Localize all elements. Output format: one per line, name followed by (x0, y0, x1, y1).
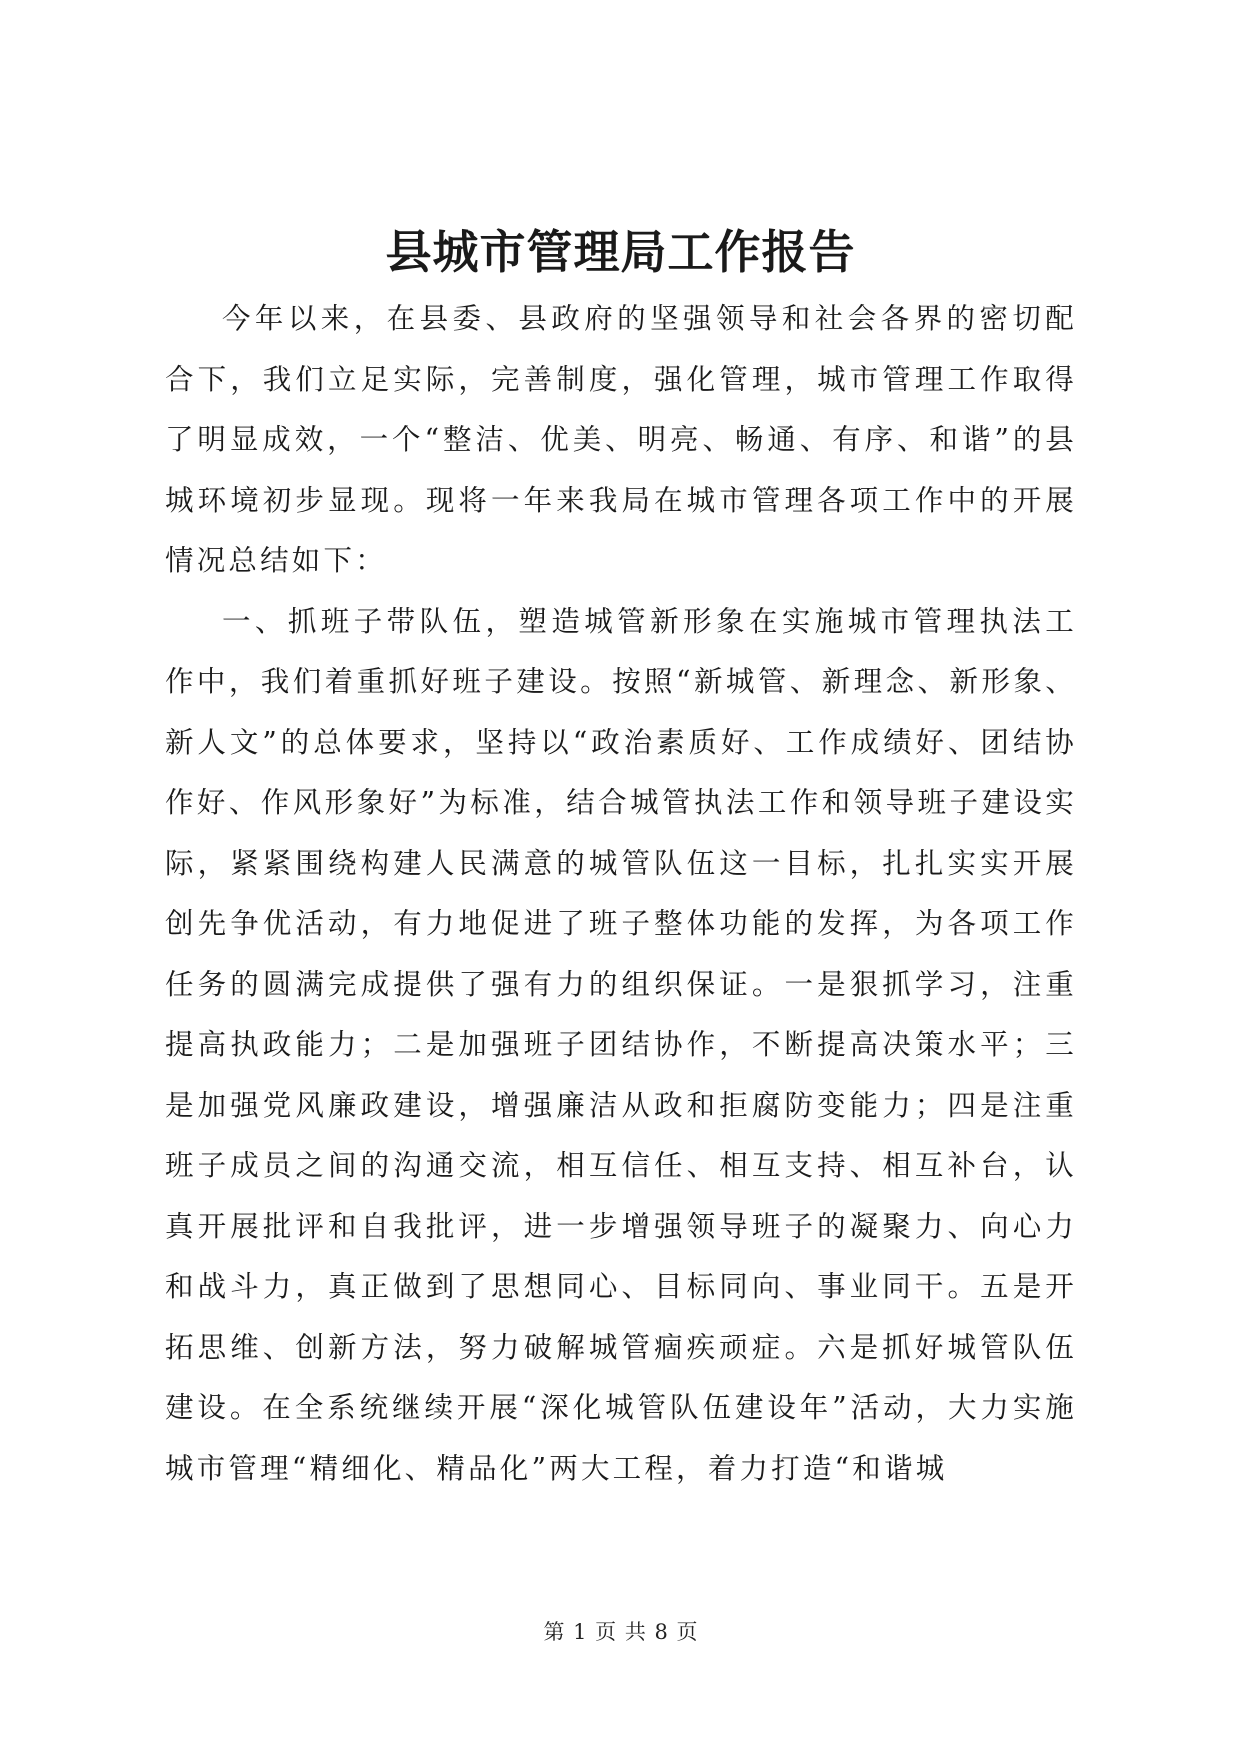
document-body (165, 289, 1077, 1499)
section-one-paragraph: 一、抓班子带队伍，塑造城管新形象在实施城市管理执法工作中，我们着重抓好班子建设。按照“新城管、新理念、新形象、新人文”的总体要求，坚持以“政治素质好、工作成绩好、团结协作好、作风形象好”为标准，结合城管执法工作和领导班子建设实际，紧紧围绕构建人民满意的城管队伍这一目标，扎扎实实开展创先争优活动，有力地促进了班子整体功能的发挥，为各项工作任务的圆满完成提供了强有力的组织保证。一是狠抓学习，注重提高执政能力；二是加强班子团结协作，不断提高决策水平；三是加强党风廉政建设，增强廉洁从政和拒腐防变能力；四是注重班子成员之间的沟通交流，相互信任、相互支持、相互补台，认真开展批评和自我批评，进一步增强领导班子的凝聚力、向心力和战斗力，真正做到了思想同心、目标同向、事业同干。五是开拓思维、创新方法，努力破解城管痼疾顽症。六是抓好城管队伍建设。在全系统继续开展“深化城管队伍建设年”活动，大力实施城市管理“精细化、精品化”两大工程，着力打造“和谐城 (165, 604, 1077, 1485)
document-title: 县城市管理局工作报告 (385, 225, 856, 279)
intro-paragraph: 今年以来，在县委、县政府的坚强领导和社会各界的密切配合下，我们立足实际，完善制度，强化管理，城市管理工作取得了明显成效，一个“整洁、优美、明亮、畅通、有序、和谐”的县城环境初步显现。现将一年来我局在城市管理各项工作中的开展情况总结如下： (165, 302, 1077, 577)
page-number-footer: 第 1 页 共 8 页 (543, 1620, 698, 1644)
